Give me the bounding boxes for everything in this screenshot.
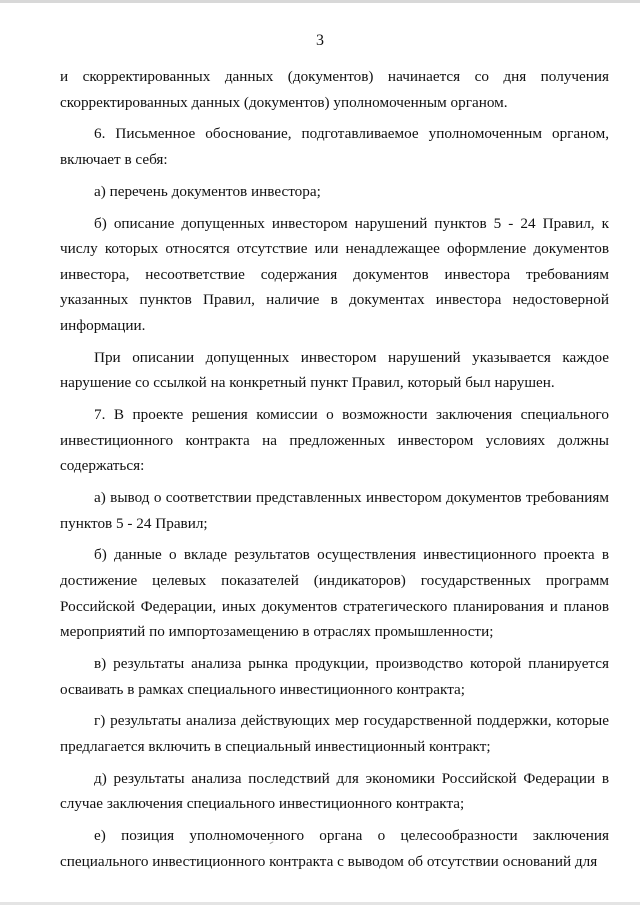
paragraph-continuation: и скорректированных данных (документов) начинается со дня получения скорректированных данных (документов) уполномоченным органом. bbox=[60, 68, 609, 111]
paragraph-6b: б) описание допущенных инвестором нарушений пунктов 5 - 24 Правил, к числу которых относятся отсутствие или ненадлежащее оформление документов инвестора, несоответствие содержания документов инвестора требованиям указанных пунктов Правил, наличие в документах инвестора недостоверной информации. bbox=[60, 214, 609, 334]
paragraph-7g: г) результаты анализа действующих мер государственной поддержки, которые предлагается включить в специальный инвестиционный контракт; bbox=[60, 712, 609, 755]
paragraph-7a: а) вывод о соответствии представленных инвестором документов требованиям пунктов 5 - 24 Правил; bbox=[60, 489, 609, 532]
paragraph-7e: е) позиция уполномоченного органа о целесообразности заключения специального инвестиционного контракта с выводом об отсутствии оснований для bbox=[60, 827, 609, 870]
paragraph-item-6: 6. Письменное обоснование, подготавливаемое уполномоченным органом, включает в себя: bbox=[60, 125, 609, 168]
document-body bbox=[60, 64, 609, 880]
paragraph-7v: в) результаты анализа рынка продукции, производство которой планируется осваивать в рамках специального инвестиционного контракта; bbox=[60, 654, 609, 698]
scan-top-edge bbox=[0, 0, 640, 3]
paragraph-item-7: 7. В проекте решения комиссии о возможности заключения специального инвестиционного контракта на предложенных инвестором условиях должны содержаться: bbox=[60, 406, 609, 475]
page-number: 3 bbox=[316, 32, 324, 49]
paragraph-violations-note: При описании допущенных инвестором нарушений указывается каждое нарушение со ссылкой на конкретный пункт Правил, который был нарушен. bbox=[60, 348, 609, 392]
paragraph-6a: а) перечень документов инвестора; bbox=[94, 182, 321, 200]
paragraph-7b: б) данные о вкладе результатов осуществления инвестиционного проекта в достижение целевых показателей (индикаторов) государственных программ Российской Федерации, иных документов стратегического планирования и планов мероприятий по импортозамещению в отраслях промышленности; bbox=[60, 546, 609, 641]
paragraph-7d: д) результаты анализа последствий для экономики Российской Федерации в случае заключения специального инвестиционного контракта; bbox=[60, 769, 609, 813]
